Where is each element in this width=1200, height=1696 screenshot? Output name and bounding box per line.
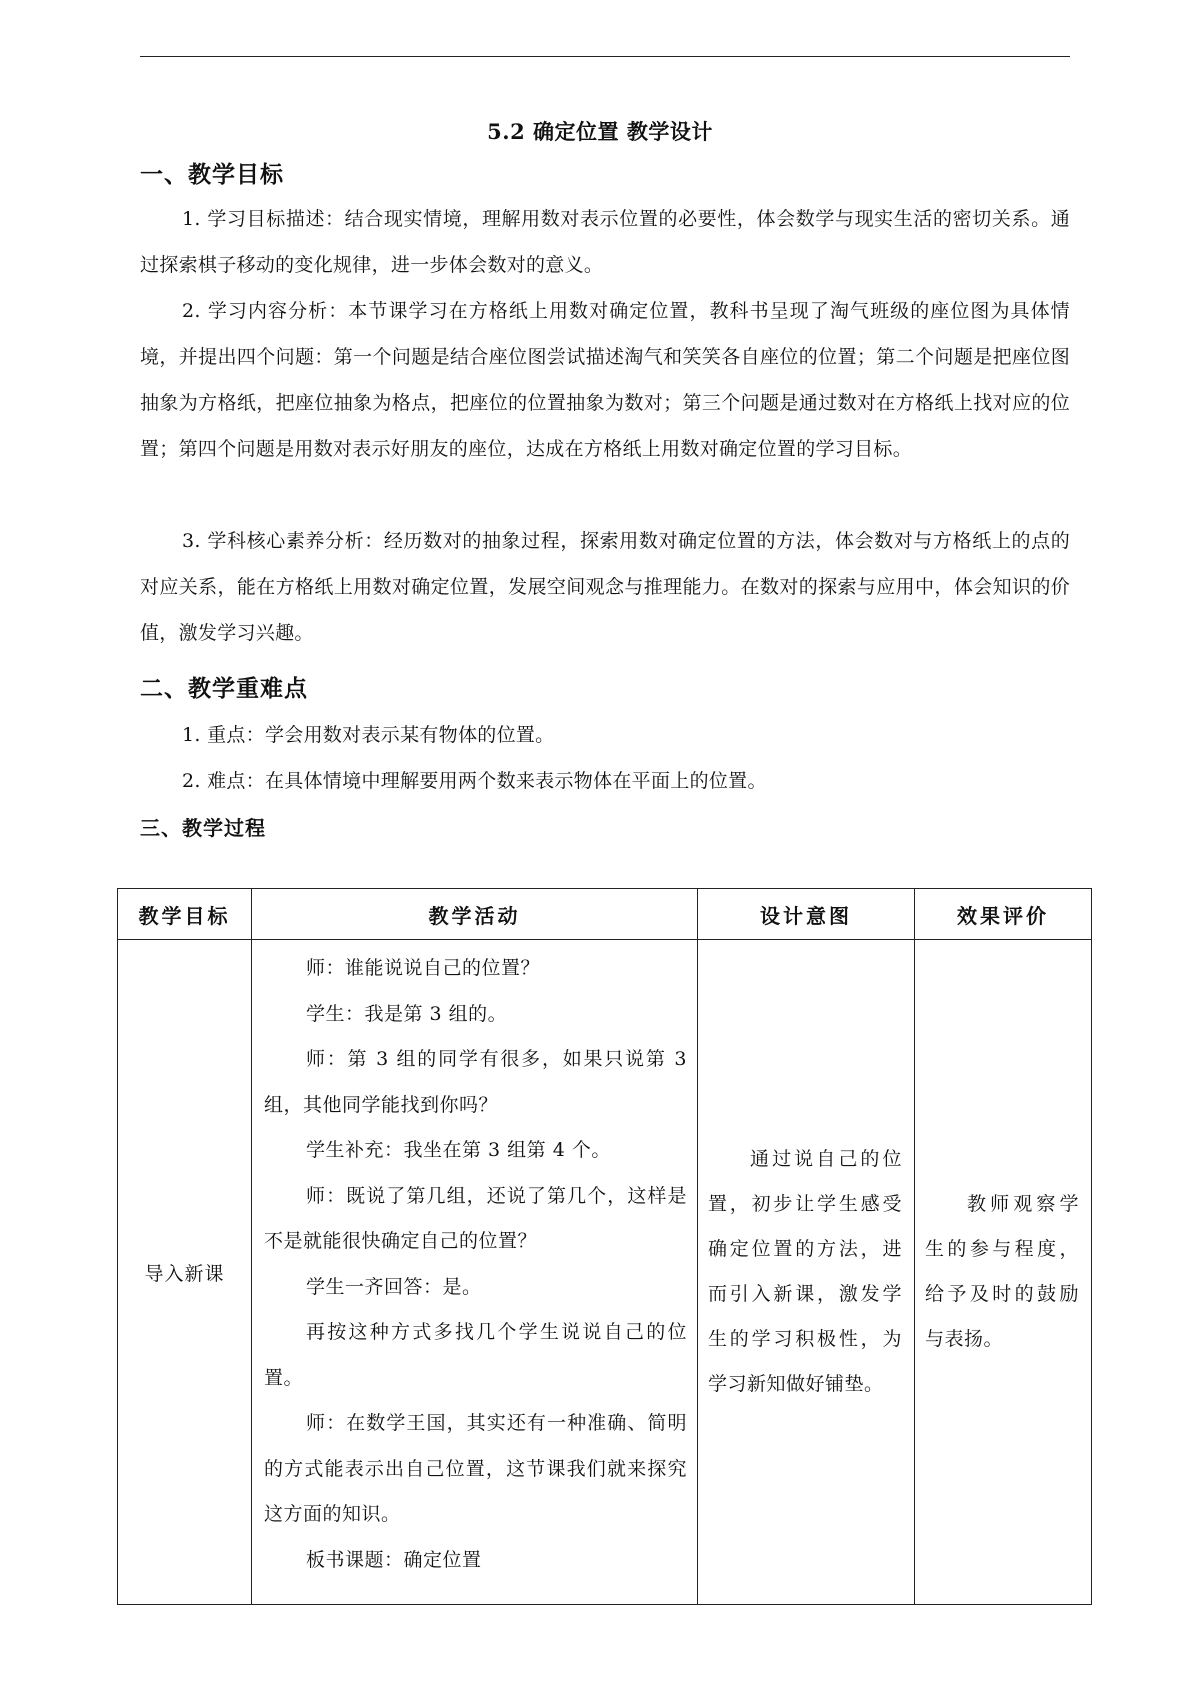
goal-paragraph-2: 2. 学习内容分析：本节课学习在方格纸上用数对确定位置，教科书呈现了淘气班级的座位图为具体情境，并提出四个问题：第一个问题是结合座位图尝试描述淘气和笑笑各自座位的位置；第二个问题是把座位图抽象为方格纸，把座位抽象为格点，把座位的位置抽象为数对；第三个问题是通过数对在方格纸上找对应的位置；第四个问题是用数对表示好朋友的座位，达成在方格纸上用数对确定位置的学习目标。 — [140, 300, 1070, 460]
header-evaluation: 效果评价 — [915, 889, 1092, 940]
activity-line: 学生补充：我坐在第 3 组第 4 个。 — [306, 1139, 611, 1161]
activity-line: 板书课题：确定位置 — [306, 1548, 482, 1571]
row-evaluation — [915, 940, 1092, 1605]
intent-text: 通过说自己的位置，初步让学生感受确定位置的方法，进而引入新课，激发学生的学习积极性，为学习新知做好铺垫。 — [708, 1148, 902, 1395]
header-activity: 教学活动 — [252, 889, 698, 940]
header-goal: 教学目标 — [118, 889, 252, 940]
header-rule — [140, 56, 1070, 57]
table-row — [118, 940, 1092, 1605]
row-goal: 导入新课 — [118, 940, 252, 1605]
section-heading-key-points: 二、教学重难点 — [140, 676, 308, 702]
section-heading-process: 三、教学过程 — [140, 816, 266, 840]
goal-paragraph-1: 1. 学习目标描述：结合现实情境，理解用数对表示位置的必要性，体会数学与现实生活的密切关系。通过探索棋子移动的变化规律，进一步体会数对的意义。 — [140, 208, 1070, 276]
activity-line: 师：第 3 组的同学有很多，如果只说第 3 组，其他同学能找到你吗？ — [264, 1048, 687, 1116]
activity-line: 师：在数学王国，其实还有一种准确、简明的方式能表示出自己位置，这节课我们就来探究这方面的知识。 — [264, 1412, 687, 1525]
activity-line: 学生一齐回答：是。 — [306, 1275, 482, 1298]
difficulty-paragraph: 2. 难点：在具体情境中理解要用两个数来表示物体在平面上的位置。 — [182, 770, 767, 792]
goal-paragraph-3: 3. 学科核心素养分析：经历数对的抽象过程，探索用数对确定位置的方法，体会数对与方格纸上的点的对应关系，能在方格纸上用数对确定位置，发展空间观念与推理能力。在数对的探索与应用中，体会知识的价值，激发学习兴趣。 — [140, 530, 1070, 644]
key-point-paragraph: 1. 重点：学会用数对表示某有物体的位置。 — [182, 724, 555, 746]
table-header-row — [118, 889, 1092, 940]
header-intent: 设计意图 — [698, 889, 915, 940]
row-intent — [698, 940, 915, 1605]
activity-line: 再按这种方式多找几个学生说说自己的位置。 — [264, 1321, 687, 1389]
activity-line: 师：既说了第几组，还说了第几个，这样是不是就能很快确定自己的位置？ — [264, 1184, 687, 1252]
activity-line: 师：谁能说说自己的位置？ — [306, 957, 541, 979]
document-title: 5.2 确定位置 教学设计 — [487, 119, 713, 144]
activity-line: 学生：我是第 3 组的。 — [306, 1002, 508, 1025]
row-activity — [252, 940, 698, 1605]
teaching-process-table — [117, 888, 1092, 1605]
section-heading-goals: 一、教学目标 — [140, 162, 284, 188]
evaluation-text: 教师观察学生的参与程度，给予及时的鼓励与表扬。 — [925, 1193, 1079, 1350]
